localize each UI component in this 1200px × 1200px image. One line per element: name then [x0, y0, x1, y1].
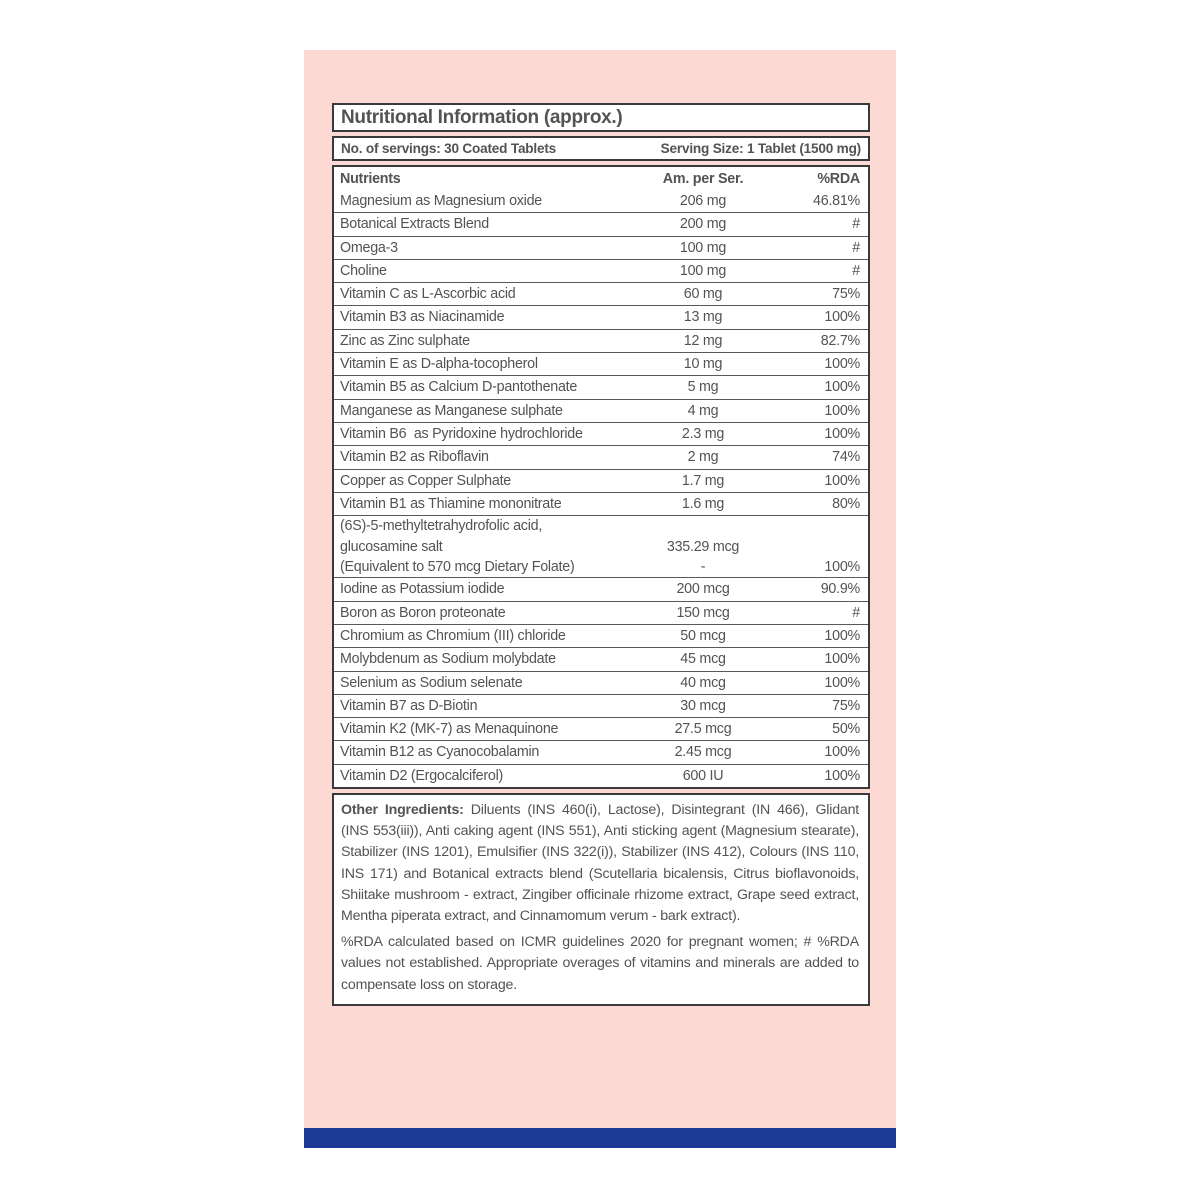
nutrient-row [334, 282, 868, 305]
cell-name: Vitamin B5 as Calcium D-pantothenate [340, 379, 578, 396]
nutrient-row [334, 190, 868, 212]
cell-name: Vitamin C as L-Ascorbic acid [340, 286, 516, 303]
cell-amount: 4 mg [687, 402, 719, 419]
cell-name: Iodine as Potassium iodide [340, 581, 505, 598]
cell-name: Vitamin E as D-alpha-tocopherol [340, 356, 538, 373]
cell-rda: 100% [824, 472, 860, 489]
header-rda: %RDA [817, 170, 860, 187]
cell-rda: 100% [824, 674, 860, 691]
cell-name: Vitamin K2 (MK-7) as Menaquinone [340, 721, 559, 738]
cell-amount: 100 mg [679, 239, 727, 256]
cell-rda: 74% [832, 449, 860, 466]
cell-name: Vitamin B1 as Thiamine mononitrate [340, 495, 562, 512]
nutrient-row [334, 694, 868, 717]
cell-rda: 75% [832, 697, 860, 714]
other-ingredients-text: Diluents (INS 460(i), Lactose), Disintegrant (IN 466), Glidant (INS 553(iii)), Anti caking agent (INS 551), Anti sticking agent (Magnesium stearate), Stabilizer (INS 1201), Emulsifier (INS 322(i)), Stabilizer (INS 412), Colours (INS 110, INS 171) and Botanical extracts blend (Scutellaria bicalensis, Citrus bioflavonoids, Shiitake mushroom - extract, Zingiber officinale rhizome extract, Grape seed extract, Mentha piperata extract, and Cinnamomum verum - bark extract). [341, 802, 860, 925]
cell-rda: 100% [824, 402, 860, 419]
cell-amount: 12 mg [683, 332, 723, 349]
cell-rda: 100% [824, 309, 860, 326]
nutrient-row [334, 236, 868, 259]
cell-name: Magnesium as Magnesium oxide [340, 192, 542, 209]
nutrient-row [334, 422, 868, 445]
nutrient-row [334, 352, 868, 375]
cell-amount: 600 IU [682, 767, 724, 784]
nutrient-row [334, 764, 868, 787]
cell-rda: 50% [832, 721, 860, 738]
nutrient-row [334, 671, 868, 694]
notes-box [332, 793, 870, 1006]
nutrient-row [334, 647, 868, 670]
table-body [334, 190, 868, 787]
cell-rda: 82.7% [820, 332, 860, 349]
cell-amount: 335.29 mcg - [666, 538, 740, 575]
cell-amount: 5 mg [687, 379, 719, 396]
cell-name: Manganese as Manganese sulphate [340, 402, 563, 419]
cell-amount: 30 mcg [680, 697, 726, 714]
cell-rda: 100% [824, 425, 860, 442]
cell-rda: 100% [824, 767, 860, 784]
cell-amount: 2.3 mg [681, 425, 725, 442]
serving-size: Serving Size: 1 Tablet (1500 mg) [660, 141, 861, 156]
cell-amount: 27.5 mcg [674, 721, 732, 738]
nutrient-row [334, 375, 868, 398]
cell-rda: 100% [824, 379, 860, 396]
cell-name: Botanical Extracts Blend [340, 216, 489, 233]
cell-amount: 1.7 mg [681, 472, 725, 489]
nutrient-row [334, 624, 868, 647]
nutrient-row [334, 399, 868, 422]
nutrients-table [332, 165, 870, 789]
cell-amount: 45 mcg [680, 651, 726, 668]
cell-amount: 206 mg [679, 192, 727, 209]
cell-amount: 100 mg [679, 262, 727, 279]
cell-rda: # [852, 262, 860, 279]
nutrient-row [334, 212, 868, 235]
cell-rda: 75% [832, 286, 860, 303]
header-amount-per-serving: Am. per Ser. [662, 170, 744, 187]
cell-name: (6S)-5-methyltetrahydrofolic acid, glucosamine salt (Equivalent to 570 mcg Dietary Folate) [340, 518, 575, 575]
cell-rda: # [852, 216, 860, 233]
cell-name: Zinc as Zinc sulphate [340, 332, 470, 349]
nutrition-label [332, 103, 870, 1010]
cell-name: Molybdenum as Sodium molybdate [340, 651, 556, 668]
cell-name: Vitamin B2 as Riboflavin [340, 449, 489, 466]
cell-rda: 80% [832, 495, 860, 512]
cell-name: Vitamin D2 (Ergocalciferol) [340, 767, 504, 784]
cell-name: Choline [340, 262, 387, 279]
cell-name: Vitamin B3 as Niacinamide [340, 309, 505, 326]
cell-amount: 2.45 mcg [674, 744, 732, 761]
cell-rda: 100% [824, 627, 860, 644]
cell-amount: 2 mg [687, 449, 719, 466]
nutrient-row [334, 601, 868, 624]
nutrient-row [334, 329, 868, 352]
cell-rda: # [852, 604, 860, 621]
nutrient-row [334, 717, 868, 740]
cell-rda: 100% [824, 651, 860, 668]
nutrient-row [334, 259, 868, 282]
cell-rda: 100% [824, 356, 860, 373]
cell-name: Boron as Boron proteonate [340, 604, 506, 621]
cell-name: Vitamin B12 as Cyanocobalamin [340, 744, 540, 761]
cell-amount: 200 mg [679, 216, 727, 233]
nutrient-row [334, 492, 868, 515]
cell-amount: 40 mcg [680, 674, 726, 691]
nutrient-row [334, 577, 868, 600]
pink-label-panel [304, 50, 896, 1128]
serving-info-box [332, 136, 870, 161]
cell-name: Selenium as Sodium selenate [340, 674, 523, 691]
servings-count: No. of servings: 30 Coated Tablets [341, 141, 557, 156]
cell-amount: 13 mg [683, 309, 723, 326]
cell-name: Omega-3 [340, 239, 398, 256]
nutrient-row [334, 740, 868, 763]
nutrient-row [334, 445, 868, 468]
cell-amount: 60 mg [683, 286, 723, 303]
cell-rda: 100% [824, 558, 860, 575]
cell-rda: 46.81% [813, 192, 860, 209]
cell-name: Copper as Copper Sulphate [340, 472, 511, 489]
bottom-blue-bar [304, 1128, 896, 1148]
cell-name: Vitamin B7 as D-Biotin [340, 697, 478, 714]
cell-name: Vitamin B6 as Pyridoxine hydrochloride [340, 425, 583, 442]
cell-amount: 200 mcg [676, 581, 730, 598]
nutrition-title: Nutritional Information (approx.) [341, 106, 623, 128]
cell-amount: 50 mcg [680, 627, 726, 644]
nutrient-row [334, 515, 868, 577]
other-ingredients-label: Other Ingredients: [341, 802, 464, 819]
nutrient-row [334, 305, 868, 328]
nutrient-row [334, 469, 868, 492]
table-header-row [334, 167, 868, 190]
cell-rda: 100% [824, 744, 860, 761]
other-ingredients-paragraph [341, 800, 859, 927]
cell-rda: 90.9% [820, 581, 860, 598]
cell-name: Chromium as Chromium (III) chloride [340, 627, 566, 644]
rda-note-paragraph: %RDA calculated based on ICMR guidelines 2020 for pregnant women; # %RDA values not established. Appropriate overages of vitamins and minerals are added to compensate loss on storage. [341, 934, 859, 993]
header-nutrients: Nutrients [340, 170, 401, 187]
cell-amount: 1.6 mg [681, 495, 725, 512]
cell-amount: 150 mcg [676, 604, 730, 621]
cell-amount: 10 mg [683, 356, 723, 373]
cell-rda: # [852, 239, 860, 256]
nutrition-title-box [332, 103, 870, 132]
